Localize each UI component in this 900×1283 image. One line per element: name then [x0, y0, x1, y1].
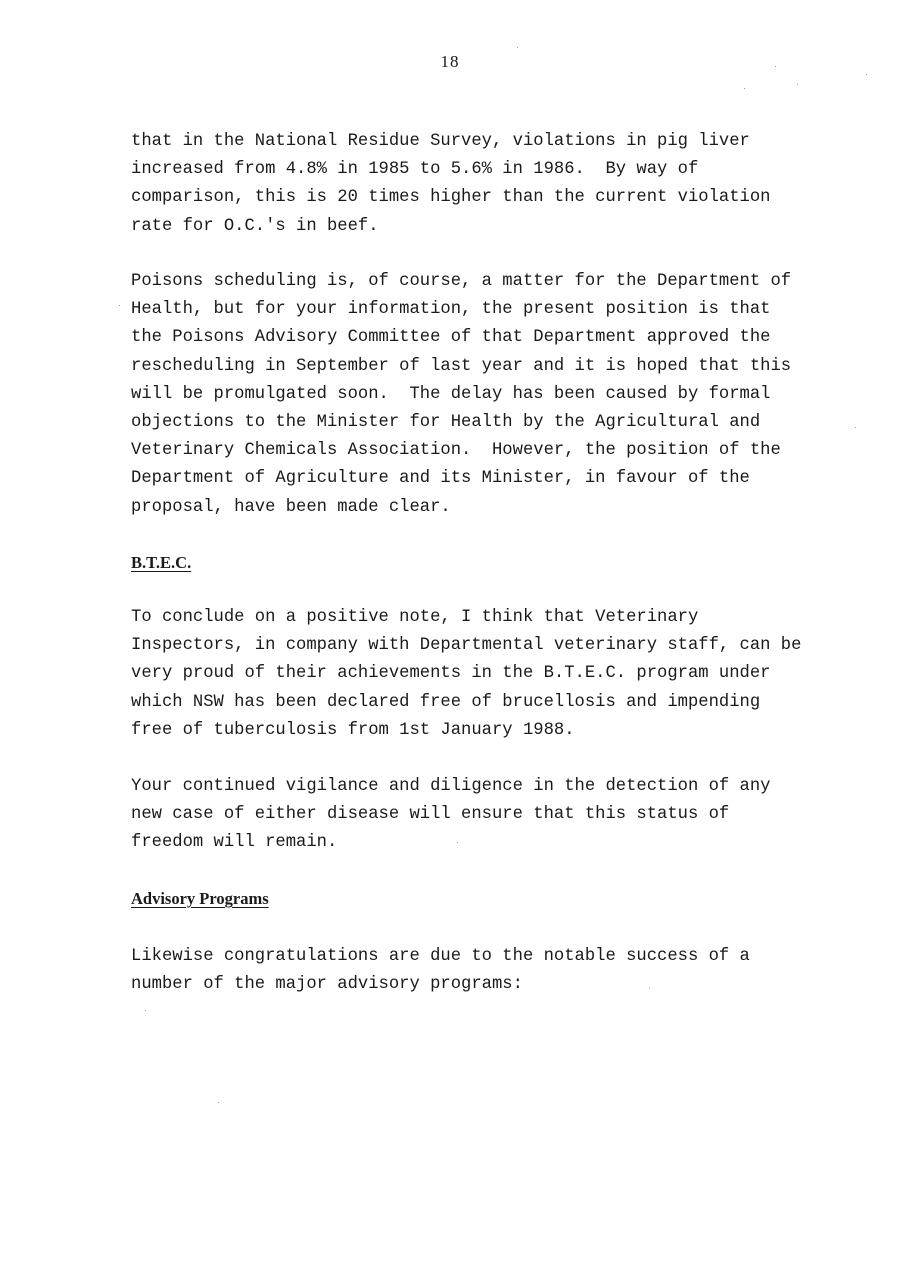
- paragraph-poisons-scheduling: Poisons scheduling is, of course, a matter for the Department of Health, but for your information, the present position is that the Poisons Advisory Committee of that Department approved the rescheduling in September of last year and it is hoped that this will be promulgated soon. The delay has been caused by formal objections to the Minister for Health by the Agricultural and Veterinary Chemicals Association. However, the position of the Department of Agriculture and its Minister, in favour of the proposal, have been made clear.: [131, 272, 792, 517]
- paragraph-vigilance: Your continued vigilance and diligence in the detection of any new case of either disease will ensure that this status of freedom will remain.: [131, 777, 771, 853]
- scan-speck: [797, 84, 798, 85]
- scan-speck: [457, 842, 458, 843]
- scan-speck: [855, 427, 856, 428]
- heading-advisory-programs: Advisory Programs: [131, 889, 269, 908]
- scan-speck: [775, 66, 776, 67]
- scan-speck: [119, 305, 120, 306]
- scan-speck: [649, 988, 650, 989]
- paragraph-btec-conclusion: To conclude on a positive note, I think that Veterinary Inspectors, in company with Departmental veterinary staff, can be very proud of their achievements in the B.T.E.C. program under which NSW has been declared free of brucellosis and impending free of tuberculosis from 1st January 1988.: [131, 608, 802, 740]
- page-number: 18: [440, 52, 460, 71]
- scan-speck: [866, 74, 867, 75]
- scan-speck: [517, 47, 518, 48]
- scan-speck: [218, 1102, 219, 1103]
- heading-btec: B.T.E.C.: [131, 553, 192, 572]
- paragraph-residue-survey: that in the National Residue Survey, violations in pig liver increased from 4.8% in 1985 to 5.6% in 1986. By way of comparison, this is 20 times higher than the current violation rate for O.C.'s in beef.: [131, 132, 771, 236]
- scan-speck: [744, 88, 745, 89]
- paragraph-advisory-congratulations: Likewise congratulations are due to the notable success of a number of the major advisory programs:: [131, 947, 750, 995]
- scan-speck: [145, 1010, 146, 1011]
